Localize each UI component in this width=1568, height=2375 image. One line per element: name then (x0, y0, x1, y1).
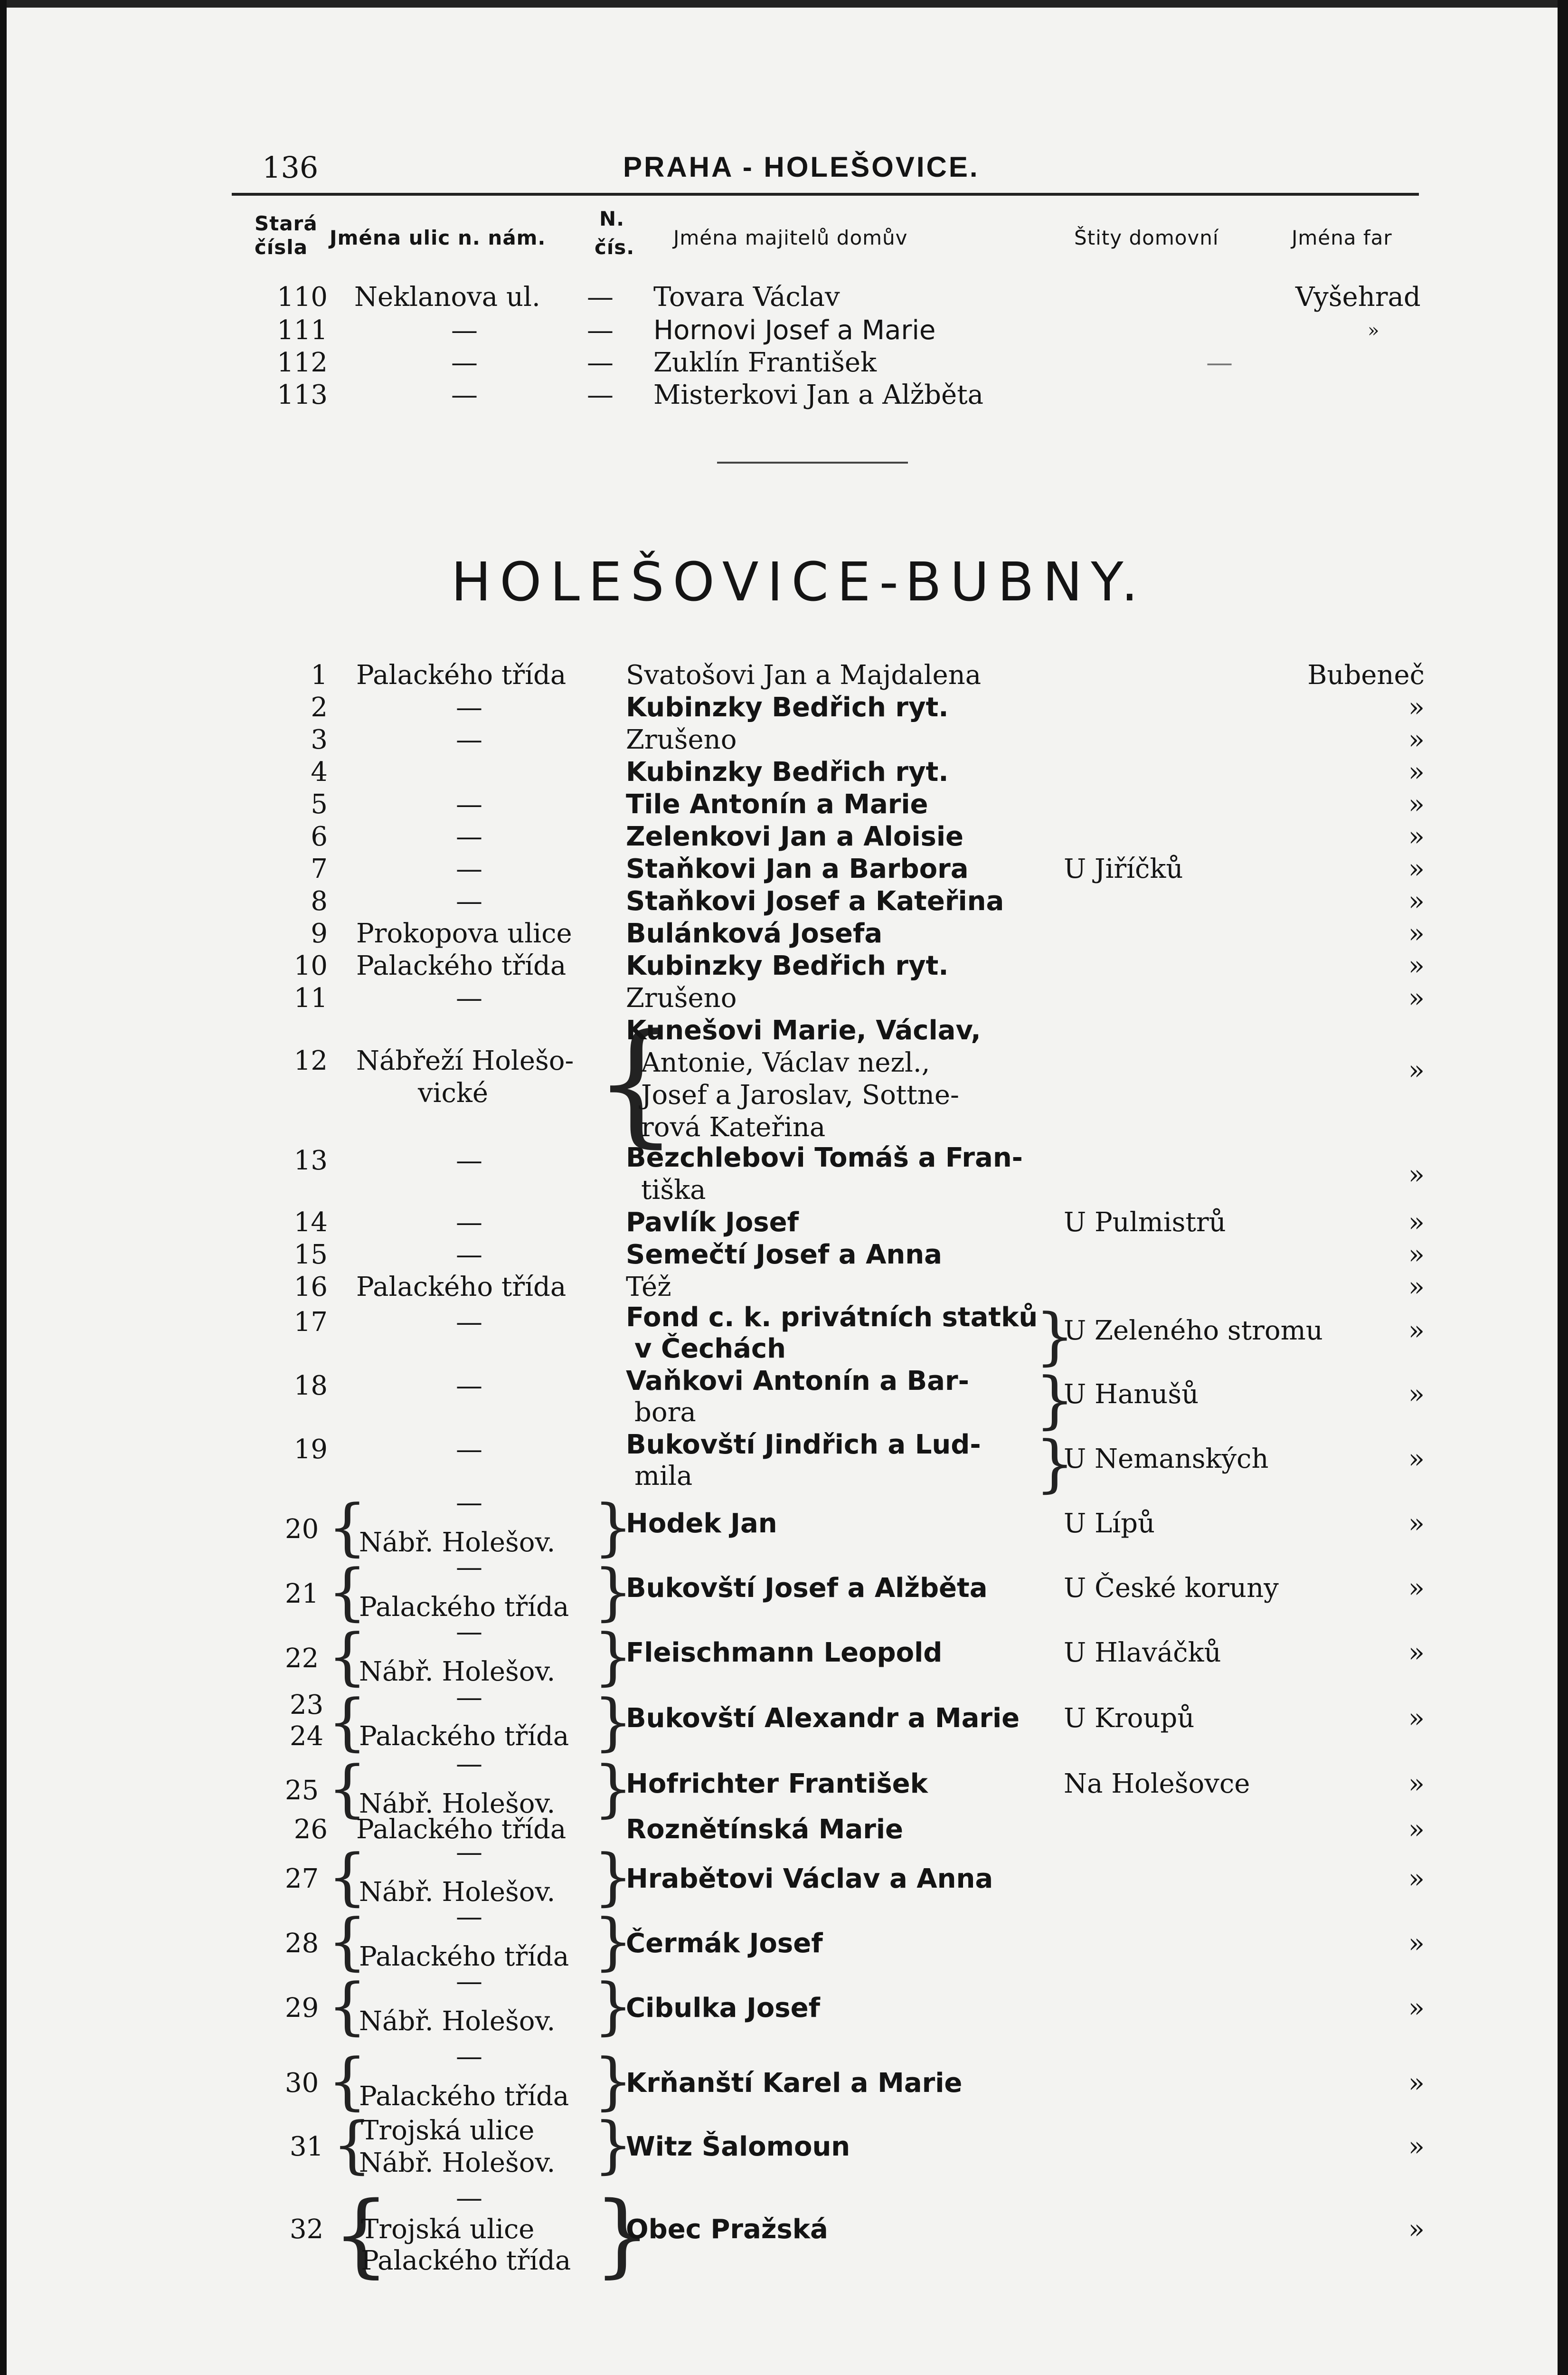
old-number: 2 (311, 692, 328, 723)
brace-icon: { (328, 1905, 367, 1977)
street: — (456, 789, 482, 820)
street: — (456, 1239, 482, 1270)
street-line1: Trojská ulice (361, 2214, 535, 2245)
old-number: 7 (311, 854, 328, 884)
old-number: 21 (285, 1578, 319, 1609)
old-number: 31 (290, 2131, 324, 2162)
parish: » (1408, 1272, 1425, 1302)
parish: » (1408, 2214, 1425, 2245)
owner: Též (626, 1272, 671, 1302)
street: Palackého třída (356, 1814, 567, 1845)
street-line2: Palackého třída (361, 2245, 571, 2276)
old-number: 15 (293, 1239, 328, 1270)
street-dash: — (456, 1552, 482, 1583)
owner-line1: Kunešovi Marie, Václav, (626, 1015, 981, 1046)
parish: » (1408, 821, 1425, 852)
separator-line (717, 462, 908, 464)
brace-icon: } (594, 1752, 633, 1824)
owner: Zuklín František (653, 347, 877, 378)
brace-icon: } (594, 2182, 651, 2287)
brace-icon: { (328, 1841, 367, 1913)
table-row (0, 821, 1568, 853)
parish: » (1408, 1055, 1425, 1086)
table-row (0, 885, 1568, 918)
owner-line2: bora (634, 1397, 696, 1428)
street: — (456, 1434, 482, 1465)
brace-icon: } (594, 1841, 633, 1913)
street: — (456, 983, 482, 1014)
owner: Hodek Jan (626, 1508, 777, 1539)
brace-icon: } (594, 1556, 633, 1628)
new-number: — (587, 315, 614, 346)
owner-line3: Josef a Jaroslav, Sottne- (641, 1080, 959, 1111)
brace-icon: { (328, 1491, 367, 1563)
old-number: 6 (311, 821, 328, 852)
old-number: 11 (293, 983, 328, 1014)
owner: Fleischmann Leopold (626, 1637, 943, 1668)
parish: » (1408, 1315, 1425, 1346)
old-number: 16 (293, 1272, 328, 1302)
col-new-number-line2: čís. (595, 236, 635, 259)
table-row (0, 1239, 1568, 1271)
old-number: 112 (277, 347, 328, 378)
page-number: 136 (262, 150, 319, 185)
old-number: 10 (293, 950, 328, 981)
owner: Zelenkovi Jan a Aloisie (626, 821, 964, 852)
old-number: 13 (293, 1145, 328, 1176)
owner: Staňkovi Jan a Barbora (626, 854, 969, 884)
street-dash: — (456, 1487, 482, 1518)
owner: Misterkovi Jan a Alžběta (653, 380, 984, 410)
street-line2: vické (418, 1078, 488, 1109)
old-number: 3 (311, 724, 328, 755)
old-number: 32 (290, 2214, 324, 2245)
parish: » (1408, 2068, 1425, 2099)
house-sign: U Hanušů (1064, 1379, 1199, 1410)
street-dash: — (456, 1616, 482, 1647)
owner: Roznětínská Marie (626, 1814, 904, 1845)
col-signs: Štity domovní (1074, 226, 1219, 249)
house-sign: U Lípů (1064, 1508, 1155, 1539)
parish: » (1408, 1239, 1425, 1270)
old-number: 30 (285, 2068, 319, 2099)
parish: » (1368, 320, 1379, 342)
parish: » (1408, 789, 1425, 820)
parish: » (1408, 886, 1425, 917)
parish: » (1408, 724, 1425, 755)
brace-icon: { (328, 2045, 367, 2117)
street: Palackého třída (359, 1941, 569, 1972)
street-dash: — (456, 1748, 482, 1779)
owner-line2: v Čechách (634, 1333, 786, 1364)
table-row (0, 314, 1568, 347)
street-dash: — (456, 1901, 482, 1932)
table-row (0, 281, 1568, 314)
parish: Vyšehrad (1295, 282, 1421, 313)
street-line1: Trojská ulice (361, 2115, 535, 2146)
house-sign: U Pulmistrů (1064, 1207, 1226, 1238)
table-row (0, 659, 1568, 692)
old-number: 113 (277, 380, 328, 410)
new-number: — (587, 347, 614, 378)
old-number: 18 (293, 1370, 328, 1401)
owner: Witz Šalomoun (626, 2131, 850, 2162)
table-row (0, 982, 1568, 1015)
owner: Semečtí Josef a Anna (626, 1239, 942, 1270)
street: Palackého třída (359, 1721, 569, 1752)
brace-icon: { (328, 1686, 367, 1758)
brace-icon: } (1035, 1364, 1075, 1436)
parish: » (1408, 950, 1425, 981)
street: — (451, 315, 478, 346)
brace-icon: { (332, 2182, 390, 2287)
parish: » (1408, 1444, 1425, 1474)
street: Nábř. Holešov. (359, 1788, 556, 1819)
owner: Svatošovi Jan a Majdalena (626, 660, 982, 691)
street-dash: — (456, 2183, 482, 2214)
brace-icon: } (594, 2045, 633, 2117)
brace-icon: } (1035, 1427, 1075, 1500)
house-sign: U Zeleného stromu (1064, 1315, 1323, 1346)
old-number: 22 (285, 1643, 319, 1674)
owner: Cibulka Josef (626, 1993, 820, 2024)
house-sign: U České koruny (1064, 1573, 1279, 1604)
col-streets: Jména ulic n. nám. (330, 226, 546, 249)
old-number: 5 (311, 789, 328, 820)
owner: Staňkovi Josef a Kateřina (626, 886, 1004, 917)
old-number: 4 (311, 757, 328, 788)
table-row (0, 692, 1568, 724)
owner: Tovara Václav (653, 282, 840, 313)
parish: » (1408, 1637, 1425, 1668)
owner: Hrabětovi Václav a Anna (626, 1863, 993, 1894)
old-number: 29 (285, 1993, 319, 2024)
parish: » (1408, 1159, 1425, 1190)
old-number: 23 (290, 1690, 324, 1720)
col-parishes: Jména far (1292, 226, 1392, 249)
owner: Kubinzky Bedřich ryt. (626, 757, 949, 788)
street: Nábř. Holešov. (359, 1877, 556, 1908)
street-line1: Nábřeží Holešo- (356, 1045, 574, 1076)
brace-icon: { (332, 2109, 372, 2181)
owner-line1: Fond c. k. privátních statků (626, 1302, 1038, 1333)
old-number: 111 (277, 315, 328, 346)
street-dash: — (456, 1837, 482, 1868)
street-dash: — (456, 2041, 482, 2072)
owner: Tile Antonín a Marie (626, 789, 928, 820)
brace-icon: } (594, 1970, 633, 2042)
owner-line1: Vaňkovi Antonín a Bar- (626, 1366, 969, 1396)
table-row (0, 724, 1568, 756)
street: Nábř. Holešov. (359, 1656, 556, 1687)
table-row (0, 788, 1568, 821)
brace-icon: { (328, 1752, 367, 1824)
section-title: HOLEŠOVICE-BUBNY. (451, 551, 1147, 613)
parish: » (1408, 1508, 1425, 1539)
parish: » (1408, 1863, 1425, 1894)
street-dash: — (456, 1682, 482, 1713)
brace-icon: { (328, 1556, 367, 1628)
parish: » (1408, 1379, 1425, 1410)
parish: » (1408, 918, 1425, 949)
parish: » (1408, 1768, 1425, 1799)
brace-icon: } (594, 1620, 633, 1692)
old-number: 8 (311, 886, 328, 917)
street: — (456, 724, 482, 755)
owner-line2: mila (634, 1461, 693, 1492)
parish: » (1408, 1993, 1425, 2024)
brace-icon: } (594, 1686, 633, 1758)
brace-icon: } (594, 2109, 633, 2181)
old-number: 17 (293, 1307, 328, 1338)
street: — (456, 692, 482, 723)
owner: Bukovští Josef a Alžběta (626, 1573, 988, 1604)
table-row (0, 347, 1568, 379)
table-row (0, 379, 1568, 411)
street: — (456, 886, 482, 917)
street: — (456, 854, 482, 884)
parish: » (1408, 983, 1425, 1014)
col-owners: Jména majitelů domův (673, 226, 908, 249)
table-row (0, 1206, 1568, 1239)
owner: Zrušeno (626, 983, 737, 1014)
street: Prokopova ulice (356, 918, 572, 949)
street: — (451, 380, 478, 410)
parish: » (1408, 1703, 1425, 1734)
owner: Bulánková Josefa (626, 918, 883, 949)
owner: Krňanští Karel a Marie (626, 2068, 963, 2099)
scan-edge-top (0, 0, 1568, 8)
parish: » (1408, 757, 1425, 788)
street-dash: — (456, 1966, 482, 1997)
old-number: 28 (285, 1928, 319, 1959)
new-number: — (587, 282, 614, 313)
parish: » (1408, 1207, 1425, 1238)
house-sign: Na Holešovce (1064, 1768, 1250, 1799)
owner: Kubinzky Bedřich ryt. (626, 692, 949, 723)
house-sign: U Kroupů (1064, 1703, 1195, 1734)
brace-icon: { (594, 1006, 679, 1160)
owner-line2: tiška (641, 1175, 706, 1206)
house-sign: U Nemanských (1064, 1444, 1269, 1474)
parish: — (1206, 347, 1233, 378)
street: — (451, 347, 478, 378)
header-rule (232, 193, 1419, 196)
owner: Obec Pražská (626, 2214, 828, 2245)
brace-icon: } (594, 1491, 633, 1563)
brace-icon: { (328, 1620, 367, 1692)
brace-icon: } (594, 1905, 633, 1977)
new-number: — (587, 380, 614, 410)
running-title: PRAHA - HOLEŠOVICE. (623, 151, 980, 183)
parish: » (1408, 1814, 1425, 1845)
owner: Čermák Josef (626, 1928, 823, 1959)
street: Palackého třída (356, 1272, 567, 1302)
street: — (456, 821, 482, 852)
old-number: 14 (293, 1207, 328, 1238)
parish: Bubeneč (1307, 660, 1425, 691)
old-number-2: 24 (290, 1721, 324, 1752)
owner: Kubinzky Bedřich ryt. (626, 950, 949, 981)
parish: » (1408, 1573, 1425, 1604)
street: Palackého třída (356, 950, 567, 981)
old-number: 20 (285, 1514, 319, 1545)
old-number: 19 (293, 1434, 328, 1465)
street: — (456, 1307, 482, 1338)
street-line2: Nábř. Holešov. (359, 2147, 556, 2178)
brace-icon: } (1035, 1300, 1075, 1372)
street: — (456, 1145, 482, 1176)
street: Neklanova ul. (354, 282, 540, 313)
street: Palackého třída (356, 660, 567, 691)
parish: » (1408, 1928, 1425, 1959)
owner-line1: Bezchlebovi Tomáš a Fran- (626, 1142, 1023, 1173)
table-row (0, 918, 1568, 950)
old-number: 26 (293, 1814, 328, 1845)
house-sign: U Hlaváčků (1064, 1637, 1221, 1668)
old-number: 27 (285, 1863, 319, 1894)
parish: » (1408, 2131, 1425, 2162)
street: Palackého třída (359, 1592, 569, 1623)
house-sign: U Jiříčků (1064, 854, 1183, 884)
col-old-number-line2: čísla (255, 236, 308, 259)
owner: Pavlík Josef (626, 1207, 799, 1238)
col-new-number-line1: N. (599, 207, 625, 230)
owner: Zrušeno (626, 724, 737, 755)
old-number: 9 (311, 918, 328, 949)
street: Nábř. Holešov. (359, 1527, 556, 1558)
table-row (0, 1814, 1568, 1846)
owner: Hofrichter František (626, 1768, 928, 1799)
owner-line4: rová Kateřina (641, 1112, 826, 1143)
street: Palackého třída (359, 2081, 569, 2112)
street: — (456, 1370, 482, 1401)
table-row (0, 1271, 1568, 1303)
table-row (0, 950, 1568, 982)
parish: » (1408, 692, 1425, 723)
old-number: 110 (277, 282, 328, 313)
street: — (456, 1207, 482, 1238)
old-number: 12 (293, 1045, 328, 1076)
old-number: 25 (285, 1775, 319, 1806)
parish: » (1408, 854, 1425, 884)
old-number: 1 (311, 660, 328, 691)
owner-line1: Bukovští Jindřich a Lud- (626, 1429, 981, 1460)
owner: Bukovští Alexandr a Marie (626, 1703, 1020, 1734)
street: Nábř. Holešov. (359, 2006, 556, 2037)
col-old-number-line1: Stará (255, 212, 318, 235)
brace-icon: { (328, 1970, 367, 2042)
owner: Hornovi Josef a Marie (653, 315, 936, 346)
table-row (0, 756, 1568, 788)
owner-line2: Antonie, Václav nezl., (641, 1047, 930, 1078)
table-row (0, 853, 1568, 885)
